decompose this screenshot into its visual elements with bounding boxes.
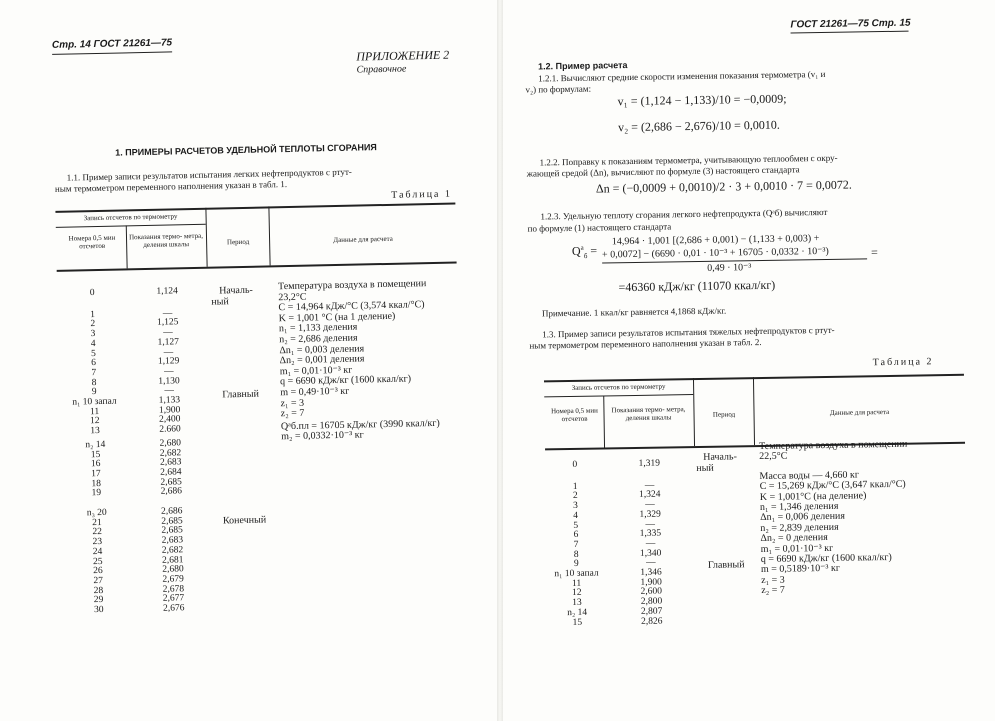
table-2-row-reading: 1,329	[639, 509, 661, 520]
table-1-col-number: Номера 0,5 мин отсчетов	[68, 233, 116, 251]
table-1-data-line: K = 1,001 °С (на 1 деление)	[278, 310, 396, 325]
table-1-period-final: Конечный	[222, 514, 267, 527]
table-2-row-reading: 1,346	[640, 567, 662, 578]
table-1-row-number: n₂ 14	[85, 439, 106, 451]
table-2-row-reading: 1,319	[638, 458, 661, 469]
table-2-row-reading: 2,826	[641, 616, 663, 627]
table-1-col-reading: Показания термо- метра, деления шкалы	[128, 231, 204, 250]
table-1-data-line: m₁ = 0,01·10⁻³ кг	[279, 364, 353, 377]
table-2-row-reading: —	[644, 480, 655, 491]
table-2-row-reading: 1,335	[639, 528, 662, 540]
table-2-row-number: 7	[573, 539, 579, 550]
table-2-col-data: Данные для расчета	[829, 407, 890, 417]
table-1-row-number: 2	[90, 319, 96, 330]
table-2-group-header: Запись отсчетов по термометру	[571, 382, 666, 392]
table-2-data-line: Температура воздуха в помещении	[758, 438, 908, 453]
table-2-row-reading: —	[645, 538, 656, 549]
table-1-data-line: n₁ = 1,133 деления	[278, 321, 358, 335]
table-2-row-number: n₂ 14	[567, 607, 588, 618]
table-2-row-number: 13	[572, 597, 582, 609]
table-1-period-initial-2: ный	[211, 296, 229, 308]
table-2-row-number: 4	[573, 510, 579, 521]
table-1-row-reading: 1,125	[157, 317, 179, 329]
table-2-data-column	[759, 440, 910, 597]
table-1-row-reading: 1,133	[158, 395, 181, 406]
p122-line-1: 1.2.2. Поправку к показаниям термометра, учитывающую теплообмен с окру-	[539, 152, 838, 168]
table-1-row-number: 4	[90, 338, 96, 349]
table-2-col-reading: Показания термо- метра, деления шкалы	[611, 405, 686, 423]
table-2-row-number: 1	[572, 481, 578, 492]
table-1-row-number: 29	[93, 595, 104, 606]
table-1-data-line: Δn₁ = 0,003 деления	[279, 343, 365, 356]
table-2-data-line: K = 1,001°С (на деление)	[759, 489, 867, 503]
table-2-data-line: n₂ = 2,839 деления	[760, 521, 839, 534]
table-1-row-reading: 2,676	[162, 603, 185, 614]
table-1-col-period: Период	[226, 237, 250, 247]
formula-q-result: =46360 кДж/кг (11070 ккал/кг)	[618, 277, 776, 295]
table-1-row-reading: 1,129	[157, 356, 180, 367]
table-1-row-number: 8	[91, 377, 97, 388]
sub-title: 1.2. Пример расчета	[537, 60, 628, 72]
table-1-reading-column	[127, 287, 214, 615]
table-1-row-number: 24	[92, 546, 103, 558]
table-1-row-number: 13	[90, 426, 100, 437]
table-1-row-reading: 2,677	[162, 593, 185, 605]
table-1-row-number: 25	[92, 556, 103, 567]
table-1-col-data: Данные для расчета	[333, 234, 393, 245]
appendix-title: ПРИЛОЖЕНИЕ 2	[356, 47, 450, 64]
note: Примечание. 1 ккал/кг равняется 4,1868 кДж/кг.	[541, 305, 727, 319]
table-1-row-number: n₃ 20	[86, 507, 107, 519]
table-1-row-reading: 2,681	[161, 554, 184, 566]
table-2-row-reading: 1,900	[640, 577, 662, 588]
table-2-period-main: Главный	[707, 559, 745, 571]
table-1-row-number: 3	[90, 329, 96, 340]
table-1-row-reading: 2.660	[159, 424, 181, 435]
table-1-row-reading: —	[162, 308, 173, 319]
table-2-row-number: 15	[572, 617, 583, 628]
p122-line-2: жающей средой (Δn), вычисляют по формуле (3) настоящего стандарта	[526, 164, 800, 179]
table-1-row-number: n₁ 10 запал	[72, 396, 117, 408]
table-2-data-line: C = 15,269 кДж/°С (3,647 ккал/°С)	[759, 478, 906, 493]
table-2-row-reading: 1,324	[639, 489, 661, 501]
table-2-period-initial-1: Началь-	[703, 451, 737, 463]
table-1-row-number: 0	[89, 288, 95, 299]
table-1-row-reading: —	[163, 366, 174, 377]
p121-line-2: v₂) по формулам:	[525, 83, 592, 95]
formula-q-denominator: 0,49 · 10⁻³	[707, 262, 752, 274]
table-1-row-reading: 2,679	[162, 574, 184, 585]
table-2-data-line: m = 0,5189·10⁻³ кг	[760, 563, 841, 576]
right-page: ГОСТ 21261—75 Стр. 15 1.2. Пример расчета 1.2.1. Вычисляют средние скорости изменения показания термометра (v₁ и v₂) по формулам: v₁ = (1,124 − 1,133)/10 = −0,0009; v₂ = (2,686 − 2,676)/10 = 0,0010. 1.2.2. Поправку к показаниям термометра, учитывающую теплообмен с окру- жающей средой (Δn), вычисляют по формуле (3) настоящего стандарта Δn = (−0,0009 + 0,0010)/2 · 3 + 0,0010 · 7 = 0,0072. 1.2.3. Удельную теплоту сгорания легкого нефтепродукта (Qᵃб) вычисляют по формуле (1) настоящего стандарта $Q^а_б$ = 14,964 · 1,001 [(2,686 + 0,001) − (1,133 + 0,003) + + 0,0072] − (6690 · 0,01 · 10⁻³ + 16705 · 0,0332 · 10⁻³) 0,49 · 10⁻³ = =46360 кДж/кг (11070 ккал/кг) Примечание. 1 ккал/кг равняется 4,1868 кДж/кг. 1.3. Пример записи результатов испытания тяжелых нефтепродуктов с ртут- ным термометром переменного наполнения указан в табл. 2. Таблица 2 Запись отсчетов по термометру Номера 0,5 мин отсчетов Показания термо- метра, деления шкалы Период Данные для расчета 0 1 2 3 4 5 6 7 8 9 n₁ 10 запал 11 12 13 n₂ 14 15 1,319 — 1,324 — 1,329 — 1,335 — 1,340 — 1,346 1,900 2,600 2,800 2,807 2,826 Началь- ный Главный Температура воздуха в помещении 22,5°С Масса воды — 4,660 кг C = 15,269 кДж/°С (3,647 ккал/°С) K = 1,001°С (на деление) n₁ = 1,346 деления Δn₁ = 0,006 деления n₂ = 2,839 деления Δn₂ = 0 деления m₁ = 0,01·10⁻³ кг q = 6690 кДж/кг (1600 ккал/кг) m = 0,5189·10⁻³ кг z₁ = 3 z₂ = 7	[503, 0, 995, 721]
table-1-data-line: Qᵃб.пл = 16705 кДж/кг (3990 ккал/кг)	[280, 417, 440, 432]
table-2-row-number: n₁ 10 запал	[554, 568, 599, 580]
table-1-row-reading: 2,685	[161, 525, 183, 537]
table-2-data-line: Δn₁ = 0,006 деления	[760, 511, 846, 524]
table-1-row-number: 22	[92, 527, 103, 538]
intro-line-2: ным термометром переменного наполнения указан в табл. 1.	[54, 179, 288, 194]
p13-line-1: 1.3. Пример записи результатов испытания тяжелых нефтепродуктов с ртут-	[542, 324, 835, 340]
table-2-row-number: 5	[573, 520, 579, 531]
table-2-row-number: 12	[572, 588, 582, 599]
table-2-data-line: m₁ = 0,01·10⁻³ кг	[760, 542, 834, 555]
table-2-row-number: 0	[572, 459, 578, 470]
p123-line-1: 1.2.3. Удельную теплоту сгорания легкого нефтепродукта (Qᵃб) вычисляют	[540, 206, 828, 222]
table-1-row-number: 15	[90, 449, 101, 460]
left-page-header: Стр. 14 ГОСТ 21261—75	[51, 37, 173, 51]
table-1-row-number: 18	[91, 478, 102, 489]
table-1-data-line: n₂ = 2,686 деления	[279, 332, 358, 346]
table-1-row-reading: 1,127	[157, 337, 179, 348]
table-1-row-number: 19	[91, 488, 102, 499]
table-1-group-header: Запись отсчетов по термометру	[83, 212, 178, 223]
header-rule	[52, 51, 172, 55]
table-2-row-number: 6	[573, 530, 579, 541]
table-1-row-reading: 2,686	[160, 506, 183, 517]
table-2-row-number: 2	[572, 491, 578, 502]
table-1-row-number: 5	[90, 348, 96, 359]
table-1-row-number: 28	[93, 585, 104, 596]
formula-v2: v₂ = (2,686 − 2,676)/10 = 0,0010.	[617, 117, 780, 135]
table-1-row-reading: —	[163, 346, 174, 358]
table-2-col-number: Номера 0,5 мин отсчетов	[551, 406, 598, 424]
table-2-data-line: Δn₂ = 0 деления	[760, 532, 828, 545]
table-1-row-reading: 2,683	[159, 457, 182, 468]
table-1-row-number: 30	[93, 605, 104, 616]
table-2-period-initial-2: ный	[696, 462, 714, 475]
right-page-header: ГОСТ 21261—75 Стр. 15	[790, 17, 911, 31]
table-1-row-number: 1	[90, 309, 96, 320]
table-1-data-line: Температура воздуха в помещении	[277, 278, 427, 293]
table-2-row-reading: 2,807	[640, 606, 663, 617]
table-1-data-line: z₁ = 3	[280, 397, 305, 409]
table-1-row-number: 6	[91, 358, 97, 369]
table-2-row-reading: 1,340	[639, 548, 662, 559]
table-1-data-line: 23,2°С	[278, 291, 307, 303]
table-2-number-column	[545, 460, 607, 628]
intro-line-1: 1.1. Пример записи результатов испытания легких нефтепродуктов с ртут-	[66, 166, 352, 183]
table-2-row-reading: 2,800	[640, 596, 663, 608]
table-2-row-number: 9	[573, 559, 579, 570]
table-1-row-reading: 2,680	[162, 564, 184, 576]
table-1-row-reading: 1,900	[158, 405, 181, 416]
table-2-data-line: 22,5°С	[759, 450, 788, 463]
table-1-data-column	[278, 279, 440, 443]
formula-q-numerator-2: + 0,0072] − (6690 · 0,01 · 10⁻³ + 16705 · 0,0332 · 10⁻³)	[601, 245, 829, 261]
table-1-row-reading: 2,682	[159, 447, 182, 459]
table-2-data-line: q = 6690 кДж/кг (1600 ккал/кг)	[760, 552, 892, 566]
table-1-row-number: 21	[92, 517, 102, 528]
table-1-row-number: 9	[91, 387, 97, 398]
table-1-row-reading: 2,685	[160, 476, 182, 488]
table-1-row-reading: —	[164, 385, 175, 396]
table-1-row-reading: 2,685	[161, 516, 183, 527]
table-1-row-reading: 2,680	[159, 438, 182, 449]
table-1-row-reading: 2,683	[161, 535, 184, 546]
table-2-row-reading: 2,600	[640, 587, 663, 598]
table-1-period-initial-1: Началь-	[219, 284, 253, 297]
table-1-row-reading: 2,682	[161, 545, 184, 556]
formula-v1: v₁ = (1,124 − 1,133)/10 = −0,0009;	[617, 91, 787, 109]
table-1-row-number: 27	[93, 575, 104, 587]
table-2-data-line: Масса воды — 4,660 кг	[759, 469, 859, 482]
table-1-data-line: C = 14,964 кДж/°С (3,574 ккал/°С)	[278, 299, 425, 314]
table-1-row-reading: 2,678	[162, 583, 185, 595]
section-title: 1. ПРИМЕРЫ РАСЧЕТОВ УДЕЛЬНОЙ ТЕПЛОТЫ СГОРАНИЯ	[115, 142, 377, 158]
table-1-row-number: 23	[92, 537, 103, 548]
formula-q-numerator-1: 14,964 · 1,001 [(2,686 + 0,001) − (1,133 + 0,003) +	[611, 233, 820, 248]
appendix-subtitle: Справочное	[356, 63, 407, 76]
table-1-row-number: 17	[91, 468, 101, 480]
table-2-row-number: 11	[572, 578, 582, 589]
table-1-label: Таблица 1	[391, 188, 453, 201]
p13-line-2: ным термометром переменного наполнения указан в табл. 2.	[529, 336, 762, 351]
table-2-row-reading: —	[646, 558, 656, 569]
table-1-row-number: 11	[89, 406, 100, 417]
table-2-row-reading: —	[645, 499, 655, 510]
table-1-row-number: 26	[93, 566, 103, 577]
table-2-data-line: z₁ = 3	[761, 574, 785, 586]
table-1-row-reading: 1,130	[158, 375, 180, 387]
table-1-data-line: m₂ = 0,0332·10⁻³ кг	[281, 429, 364, 443]
table-1-data-line: q = 6690 кДж/кг (1600 ккал/кг)	[279, 373, 412, 388]
table-1-row-reading: 2,686	[160, 486, 183, 498]
table-2-row-number: 3	[573, 500, 578, 512]
table-1-number-column	[57, 288, 134, 616]
table-1-data-line: Δn₂ = 0,001 деления	[279, 353, 365, 367]
table-2-row-reading: —	[645, 519, 656, 530]
table-2-label: Таблица 2	[872, 356, 934, 369]
p123-line-2: по формуле (1) настоящего стандарта	[527, 221, 672, 234]
table-1-row-reading: —	[163, 327, 173, 338]
table-2-data-line: z₂ = 7	[761, 584, 785, 597]
table-2-data-line: n₁ = 1,346 деления	[759, 500, 839, 514]
table-1-row-number: 12	[89, 416, 100, 427]
table-1-data-line: z₂ = 7	[280, 407, 305, 420]
p121-line-1: 1.2.1. Вычисляют средние скорости изменения показания термометра (v₁ и	[538, 68, 826, 84]
table-1-row-number: 16	[90, 459, 101, 470]
table-1-row-number: 7	[91, 367, 97, 379]
table-2-col-period: Период	[712, 410, 736, 419]
table-1-period-main: Главный	[222, 388, 260, 401]
table-2-row-number: 8	[573, 549, 579, 560]
formula-delta-n: Δn = (−0,0009 + 0,0010)/2 · 3 + 0,0010 · 7 = 0,0072.	[595, 177, 852, 196]
header-rule	[791, 31, 909, 34]
table-1-data-line: m = 0,49·10⁻³ кг	[280, 385, 350, 399]
table-1-row-reading: 2,400	[159, 414, 181, 426]
table-2-reading-column	[604, 459, 697, 628]
table-1-row-reading: 1,124	[156, 286, 178, 297]
table-1-row-reading: 2,684	[160, 467, 182, 478]
